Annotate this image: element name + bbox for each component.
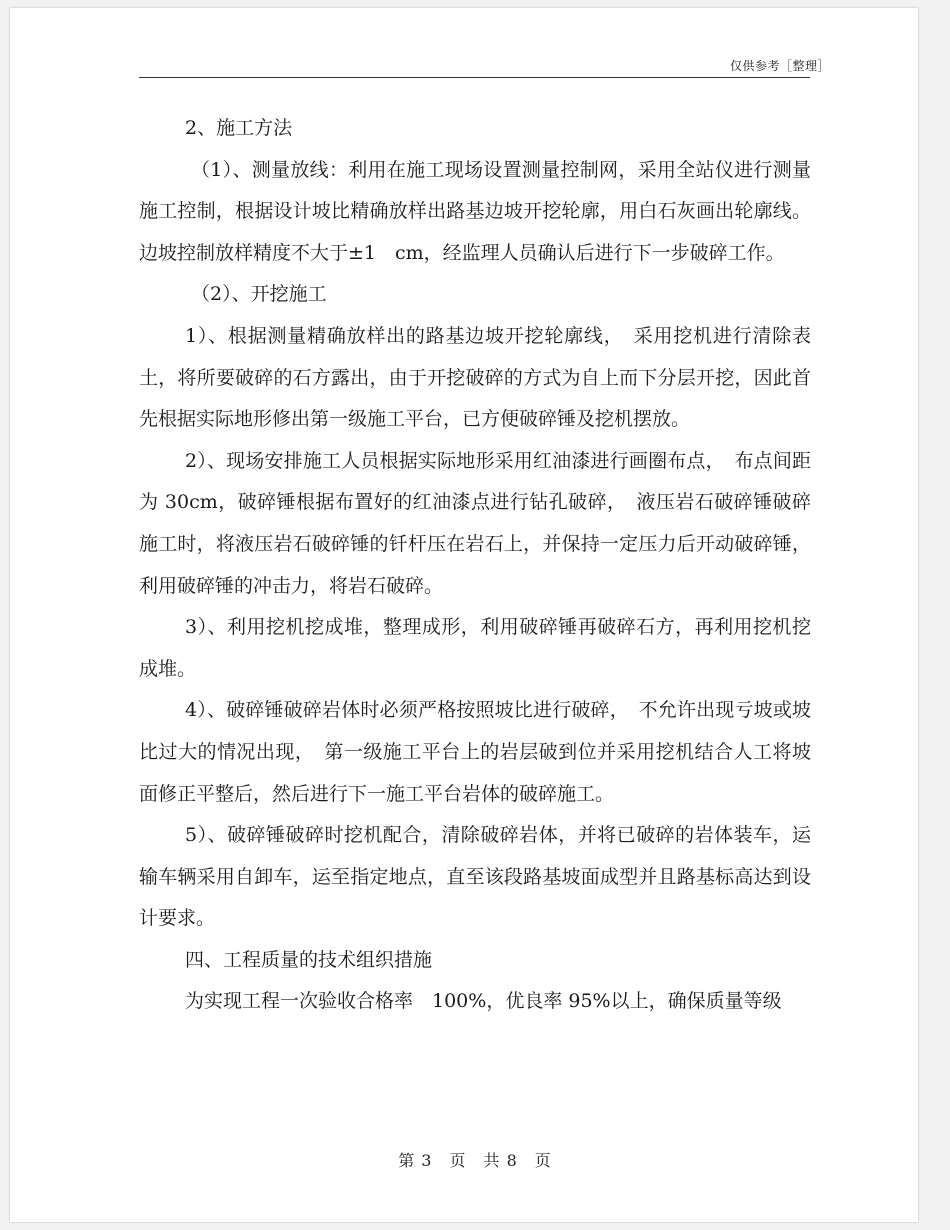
section-heading-construction-method: 2、施工方法	[185, 117, 293, 139]
header-rule	[139, 77, 810, 78]
document-body	[139, 108, 811, 1023]
header-note: 仅供参考［整理］	[729, 59, 830, 73]
paragraph-step-3: 3）、利用挖机挖成堆，整理成形，利用破碎锤再破碎石方，再利用挖机挖成堆。	[139, 616, 811, 680]
paragraph-step-5: 5）、破碎锤破碎时挖机配合，清除破碎岩体，并将已破碎的岩体装车，运输车辆采用自卸车，运至指定地点，直至该段路基坡面成型并且路基标高达到设计要求。	[139, 824, 811, 930]
paragraph-quality: 为实现工程一次验收合格率 100%，优良率 95%以上，确保质量等级	[185, 990, 782, 1013]
paragraph-step-1: 1）、根据测量精确放样出的路基边坡开挖轮廓线， 采用挖机进行清除表土，将所要破碎的石方露出，由于开挖破碎的方式为自上而下分层开挖，因此首先根据实际地形修出第一级施工平台，已方便破碎锤及挖机摆放。	[139, 324, 811, 431]
section-heading-excavation: （2）、开挖施工	[191, 283, 327, 306]
paragraph-step-2: 2）、现场安排施工人员根据实际地形采用红油漆进行画圈布点， 布点间距为 30cm，破碎锤根据布置好的红油漆点进行钻孔破碎， 液压岩石破碎锤破碎施工时，将液压岩石破碎锤的钎杆压在岩石上，并保持一定压力后开动破碎锤，利用破碎锤的冲击力，将岩石破碎。	[139, 449, 811, 597]
paragraph-survey-layout: （1）、测量放线：利用在施工现场设置测量控制网，采用全站仪进行测量施工控制，根据设计坡比精确放样出路基边坡开挖轮廓，用白石灰画出轮廓线。边坡控制放样精度不大于±1 cm，经监理人员确认后进行下一步破碎工作。	[139, 158, 811, 264]
paragraph-step-4: 4）、破碎锤破碎岩体时必须严格按照坡比进行破碎， 不允许出现亏坡或坡比过大的情况出现， 第一级施工平台上的岩层破到位并采用挖机结合人工将坡面修正平整后，然后进行下一施工平台岩体的破碎施工。	[139, 699, 811, 805]
page-indicator: 第 3 页 共 8 页	[398, 1151, 552, 1170]
section-heading-quality-measures: 四、工程质量的技术组织措施	[185, 948, 433, 971]
